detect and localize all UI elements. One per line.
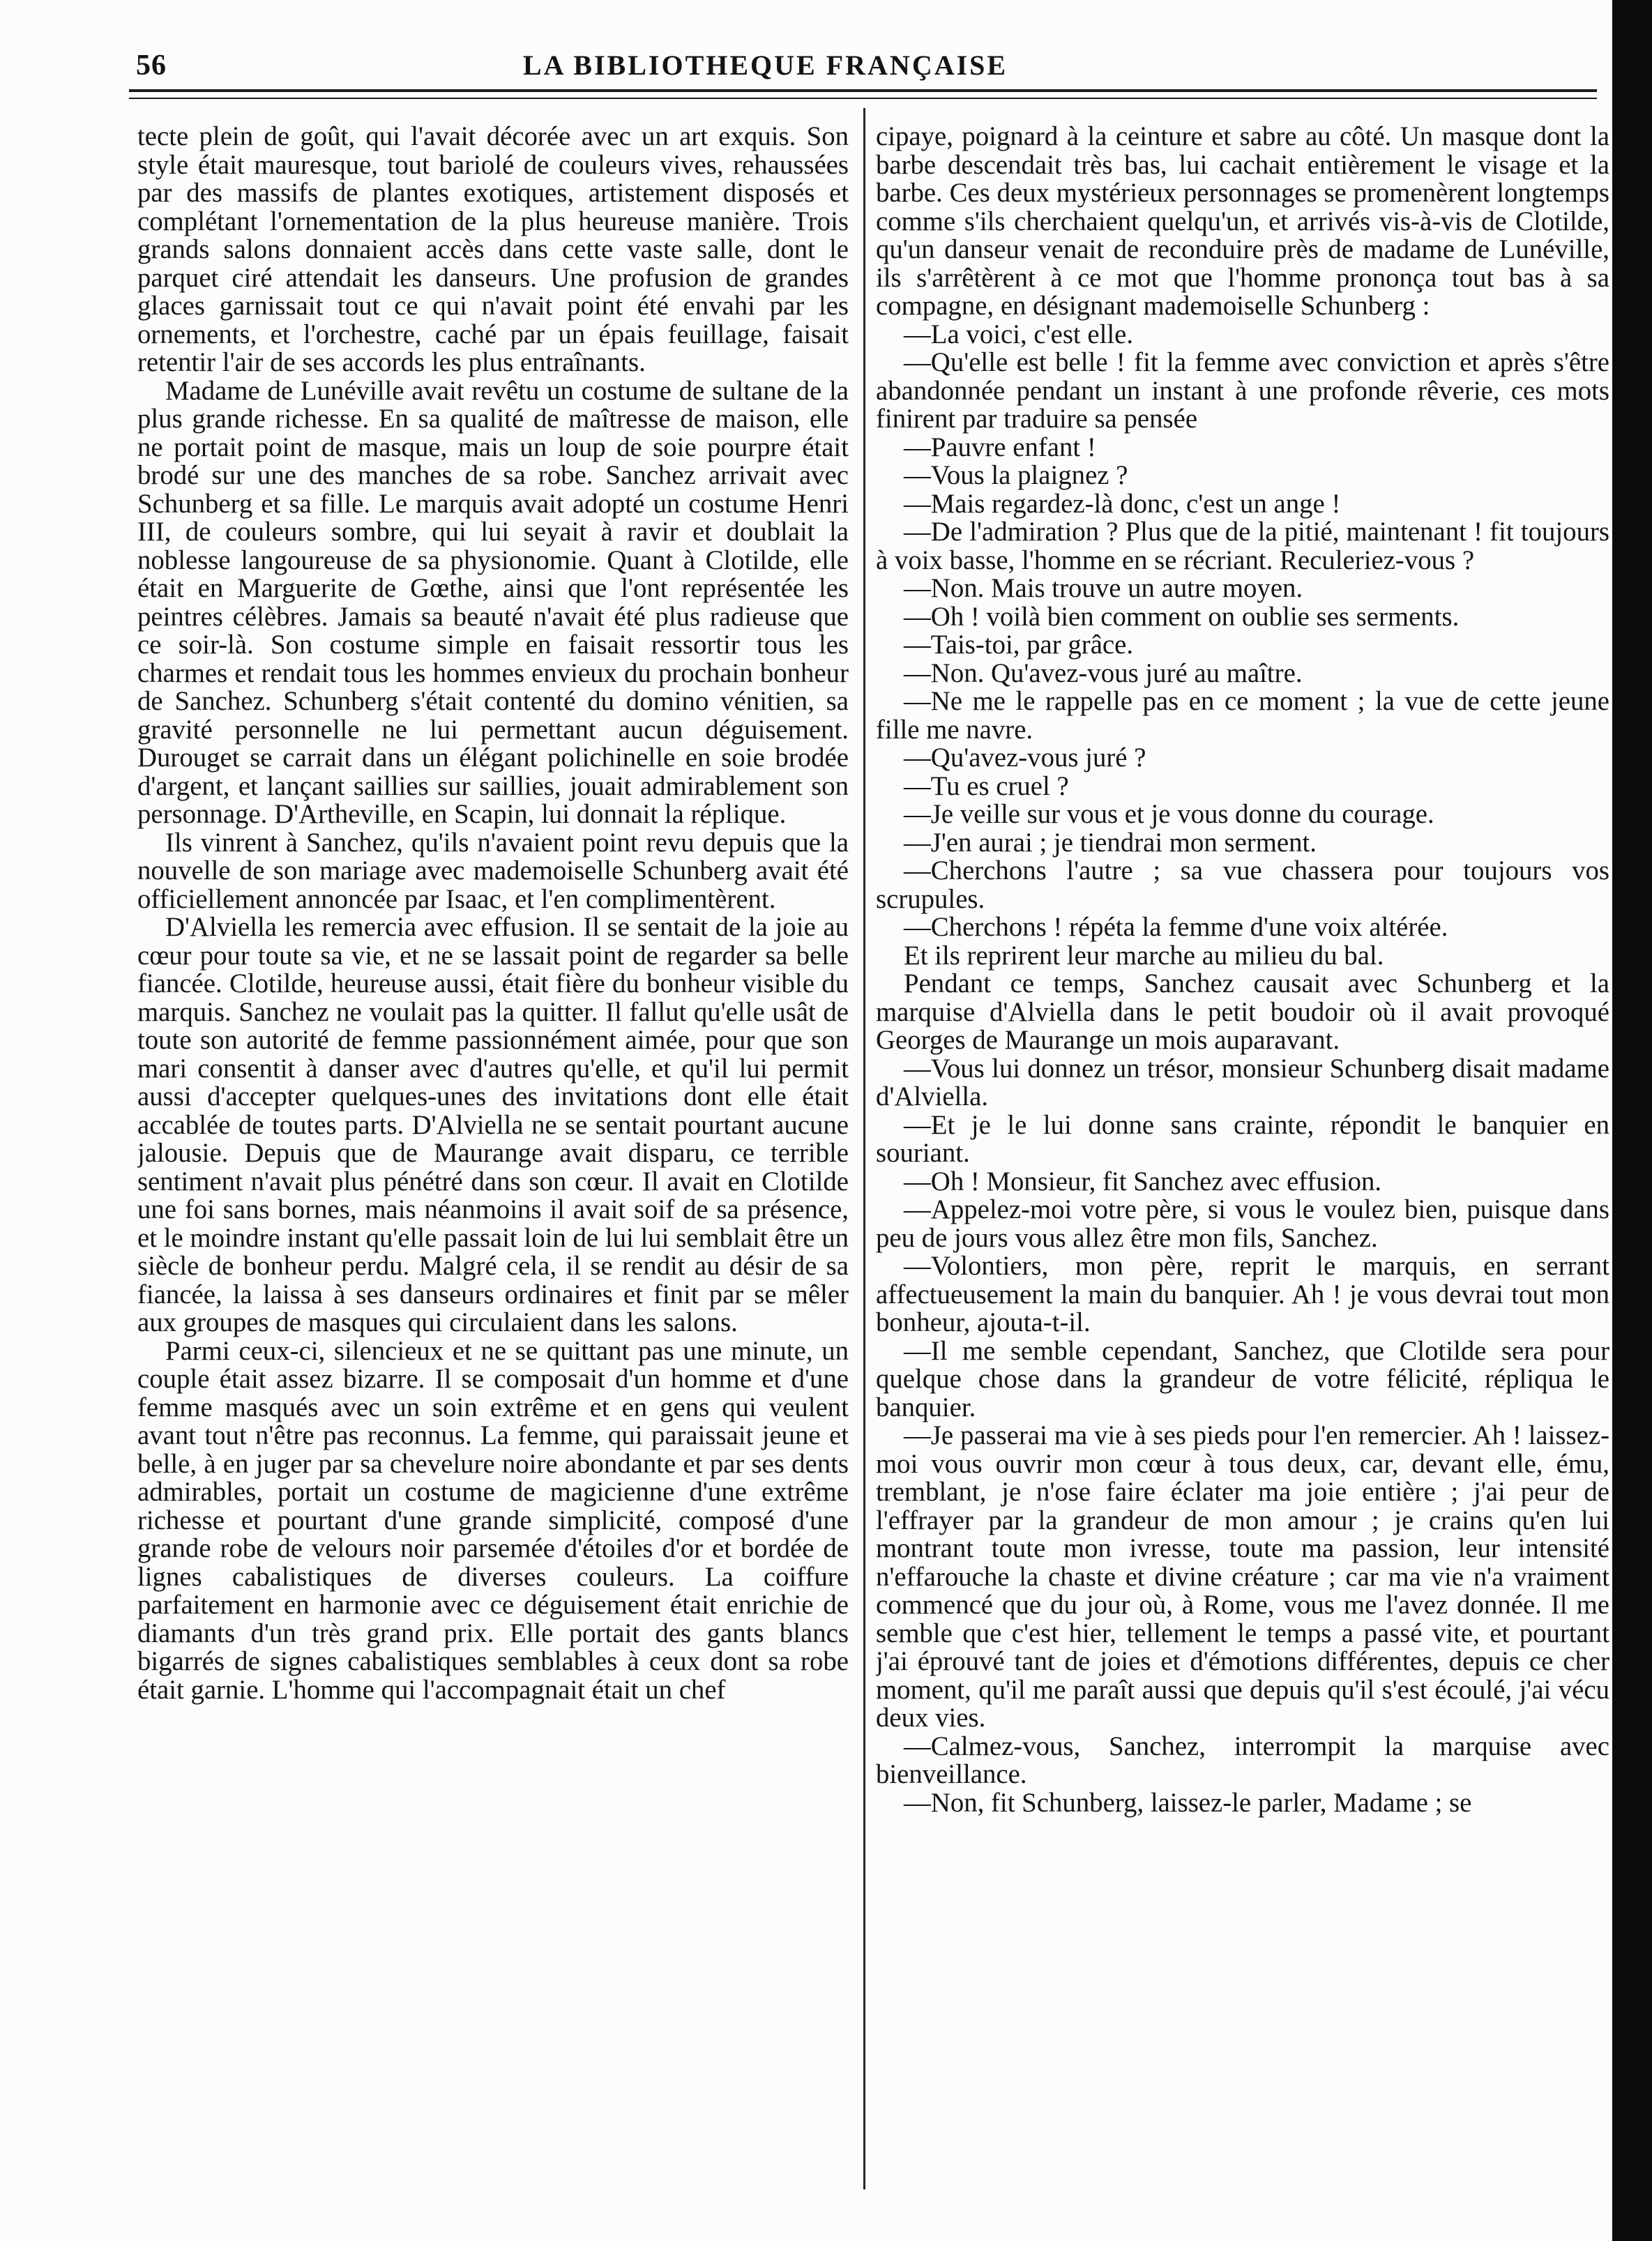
dialogue-line: —Je passerai ma vie à ses pieds pour l'en remercier. Ah ! laissez-moi vous ouvrir mon cœur à tous deux, car, devant elle, ému, tremblant, je n'ose faire éclater ma joie entière ; j'ai peur de l'effrayer par la grandeur de mon amour ; je crains qu'en lui montrant toute mon ivresse, toute ma passion, leur intensité n'effarouche la chaste et divine créature ; car ma vie n'a vraiment commencé que du jour où, à Rome, vous me l'avez donnée. Il me semble que c'est hier, tellement le temps a passé vite, et pourtant j'ai éprouvé tant de joies et d'émotions différentes, depuis ce cher moment, qu'il me paraît aussi que depuis qu'il s'est écoulé, j'ai vécu deux vies.	[876, 1420, 1609, 1733]
dialogue-line: —Volontiers, mon père, reprit le marquis, en serrant affectueusement la main du banquier. Ah ! je vous devrai tout mon bonheur, ajouta-t-il.	[876, 1251, 1609, 1337]
dialogue-line: —Vous lui donnez un trésor, monsieur Schunberg disait madame d'Alviella.	[876, 1053, 1609, 1111]
header-rule-thin	[129, 98, 1597, 99]
left-column	[137, 123, 849, 2201]
column-divider	[863, 108, 865, 2189]
dialogue-line: —Non, fit Schunberg, laissez-le parler, Madame ; se	[904, 1787, 1472, 1818]
dialogue-line: —Calmez-vous, Sanchez, interrompit la marquise avec bienveillance.	[876, 1731, 1609, 1789]
paragraph: cipaye, poignard à la ceinture et sabre au côté. Un masque dont la barbe descendait très bas, lui cachait entièrement le visage et la barbe. Ces deux mystérieux personnages se promenèrent longtemps comme s'ils cherchaient quelqu'un, et arrivés vis-à-vis de Clotilde, qu'un danseur venait de reconduire près de madame de Lunéville, ils s'arrêtèrent à ce mot que l'homme prononça tout bas à sa compagne, en désignant mademoiselle Schunberg :	[876, 123, 1609, 321]
dialogue-line: —Non. Qu'avez-vous juré au maître.	[904, 658, 1303, 688]
dialogue-line: —Vous la plaignez ?	[904, 460, 1128, 490]
dialogue-line: —La voici, c'est elle.	[904, 319, 1134, 349]
dialogue-line: —Ne me le rappelle pas en ce moment ; la vue de cette jeune fille me navre.	[876, 686, 1609, 745]
dialogue-line: —Pauvre enfant !	[904, 432, 1096, 462]
dialogue-line: —Il me semble cependant, Sanchez, que Clotilde sera pour quelque chose dans la grandeur de votre félicité, répliqua le banquier.	[876, 1335, 1609, 1422]
dialogue-line: —Tais-toi, par grâce.	[904, 630, 1134, 660]
paragraph: D'Alviella les remercia avec effusion. Il se sentait de la joie au cœur pour toute sa vie, et ne se lassait point de regarder sa belle fiancée. Clotilde, heureuse aussi, était fière du bonheur visible du marquis. Sanchez ne voulait pas la quitter. Il fallut qu'elle usât de toute son autorité de femme passionnément aimée, pour que son mari consentit à danser avec d'autres qu'elle, et qu'il lui permit aussi d'accepter quelques-unes des invitations dont elle était accablée de toutes parts. D'Alviella ne se sentait pourtant aucune jalousie. Depuis que de Maurange avait disparu, ce terrible sentiment n'avait plus pénétré dans son cœur. Il avait en Clotilde une foi sans bornes, mais néanmoins il avait soif de sa présence, et le moindre instant qu'elle passait loin de lui lui semblait être un siècle de bonheur perdu. Malgré cela, il se rendit au désir de sa fiancée, la laissa à ses danseurs ordinaires et finit par se mêler aux groupes de masques qui circulaient dans les salons.	[137, 912, 849, 1337]
paragraph: Pendant ce temps, Sanchez causait avec Schunberg et la marquise d'Alviella dans le petit boudoir où il avait provoqué Georges de Maurange un mois auparavant.	[876, 968, 1609, 1055]
dialogue-line: —Qu'avez-vous juré ?	[904, 743, 1146, 773]
header-rule-thick	[129, 89, 1597, 92]
dialogue-line: —Oh ! Monsieur, fit Sanchez avec effusion.	[904, 1166, 1382, 1197]
running-head: LA BIBLIOTHEQUE FRANÇAISE	[522, 50, 1008, 81]
dialogue-line: —Oh ! voilà bien comment on oublie ses serments.	[904, 601, 1460, 632]
dialogue-line: —Cherchons ! répéta la femme d'une voix altérée.	[904, 912, 1448, 942]
dialogue-line: —Mais regardez-là donc, c'est un ange !	[904, 488, 1341, 519]
paragraph: tecte plein de goût, qui l'avait décorée avec un art exquis. Son style était mauresque, tout bariolé de couleurs vives, rehaussées par des massifs de plantes exotiques, artistement disposés et complétant l'ornementation de la plus heureuse manière. Trois grands salons donnaient accès dans cette vaste salle, dont le parquet ciré attendait les danseurs. Une profusion de grandes glaces garnissait tout ce qui n'avait point été envahi par les ornements, et l'orchestre, caché par un épais feuillage, faisait retentir l'air de ses accords les plus entraînants.	[137, 123, 849, 377]
dialogue-line: —Qu'elle est belle ! fit la femme avec conviction et après s'être abandonnée pendant un instant à une profonde rêverie, ces mots finirent par traduire sa pensée	[876, 347, 1609, 434]
paragraph: Ils vinrent à Sanchez, qu'ils n'avaient point revu depuis que la nouvelle de son mariage avec mademoiselle Schunberg avait été officiellement annoncée par Isaac, et l'en complimentèrent.	[137, 827, 849, 914]
paragraph: Madame de Lunéville avait revêtu un costume de sultane de la plus grande richesse. En sa qualité de maîtresse de maison, elle ne portait point de masque, mais un loup de soie pourpre était brodé sur une des manches de sa robe. Sanchez arrivait avec Schunberg et sa fille. Le marquis avait adopté un costume Henri III, de couleurs sombre, qui lui seyait à ravir et doublait la noblesse langoureuse de sa physionomie. Quant à Clotilde, elle était en Marguerite de Gœthe, ainsi que l'ont représentée les peintres célèbres. Jamais sa beauté n'avait été plus radieuse que ce soir-là. Son costume simple en faisait ressortir tous les charmes et rendait tous les hommes envieux du prochain bonheur de Sanchez. Schunberg s'était contenté du domino vénitien, sa gravité personnelle ne lui permettant aucun déguisement. Durouget se carrait dans un élégant polichinelle en soie brodée d'argent, et lançant saillies sur saillies, jouait admirablement son personnage. D'Artheville, en Scapin, lui donnait la réplique.	[137, 375, 849, 829]
dialogue-line: —Appelez-moi votre père, si vous le voulez bien, puisque dans peu de jours vous allez être mon fils, Sanchez.	[876, 1194, 1609, 1253]
paragraph: Et ils reprirent leur marche au milieu du bal.	[904, 940, 1384, 971]
dialogue-line: —Cherchons l'autre ; sa vue chassera pour toujours vos scrupules.	[876, 856, 1609, 914]
page-edge-shadow	[1612, 0, 1652, 2241]
page-number: 56	[136, 50, 167, 82]
dialogue-line: —Et je le lui donne sans crainte, répondit le banquier en souriant.	[876, 1109, 1609, 1168]
paragraph: Parmi ceux-ci, silencieux et ne se quittant pas une minute, un couple était assez bizarre. Il se composait d'un homme et d'une femme masqués avec un soin extrême et en gens qui veulent avant tout n'être pas reconnus. La femme, qui paraissait jeune et belle, à en juger par sa chevelure noire abondante et par ses dents admirables, portait un costume de magicienne d'une extrême richesse et pourtant d'une grande simplicité, composé d'une grande robe de velours noir parsemée d'étoiles d'or et bordée de lignes cabalistiques de diverses couleurs. La coiffure parfaitement en harmonie avec ce déguisement était enrichie de diamants d'un très grand prix. Elle portait des gants blancs bigarrés de signes cabalistiques semblables à ceux dont sa robe était garnie. L'homme qui l'accompagnait était un chef	[137, 1335, 849, 1705]
dialogue-line: —Je veille sur vous et je vous donne du courage.	[904, 799, 1434, 829]
dialogue-line: —Tu es cruel ?	[904, 770, 1069, 801]
dialogue-line: —De l'admiration ? Plus que de la pitié, maintenant ! fit toujours à voix basse, l'homme en se récriant. Reculeriez-vous ?	[876, 517, 1609, 575]
dialogue-line: —Non. Mais trouve un autre moyen.	[904, 573, 1303, 603]
right-column	[876, 123, 1609, 2201]
dialogue-line: —J'en aurai ; je tiendrai mon serment.	[904, 827, 1317, 858]
